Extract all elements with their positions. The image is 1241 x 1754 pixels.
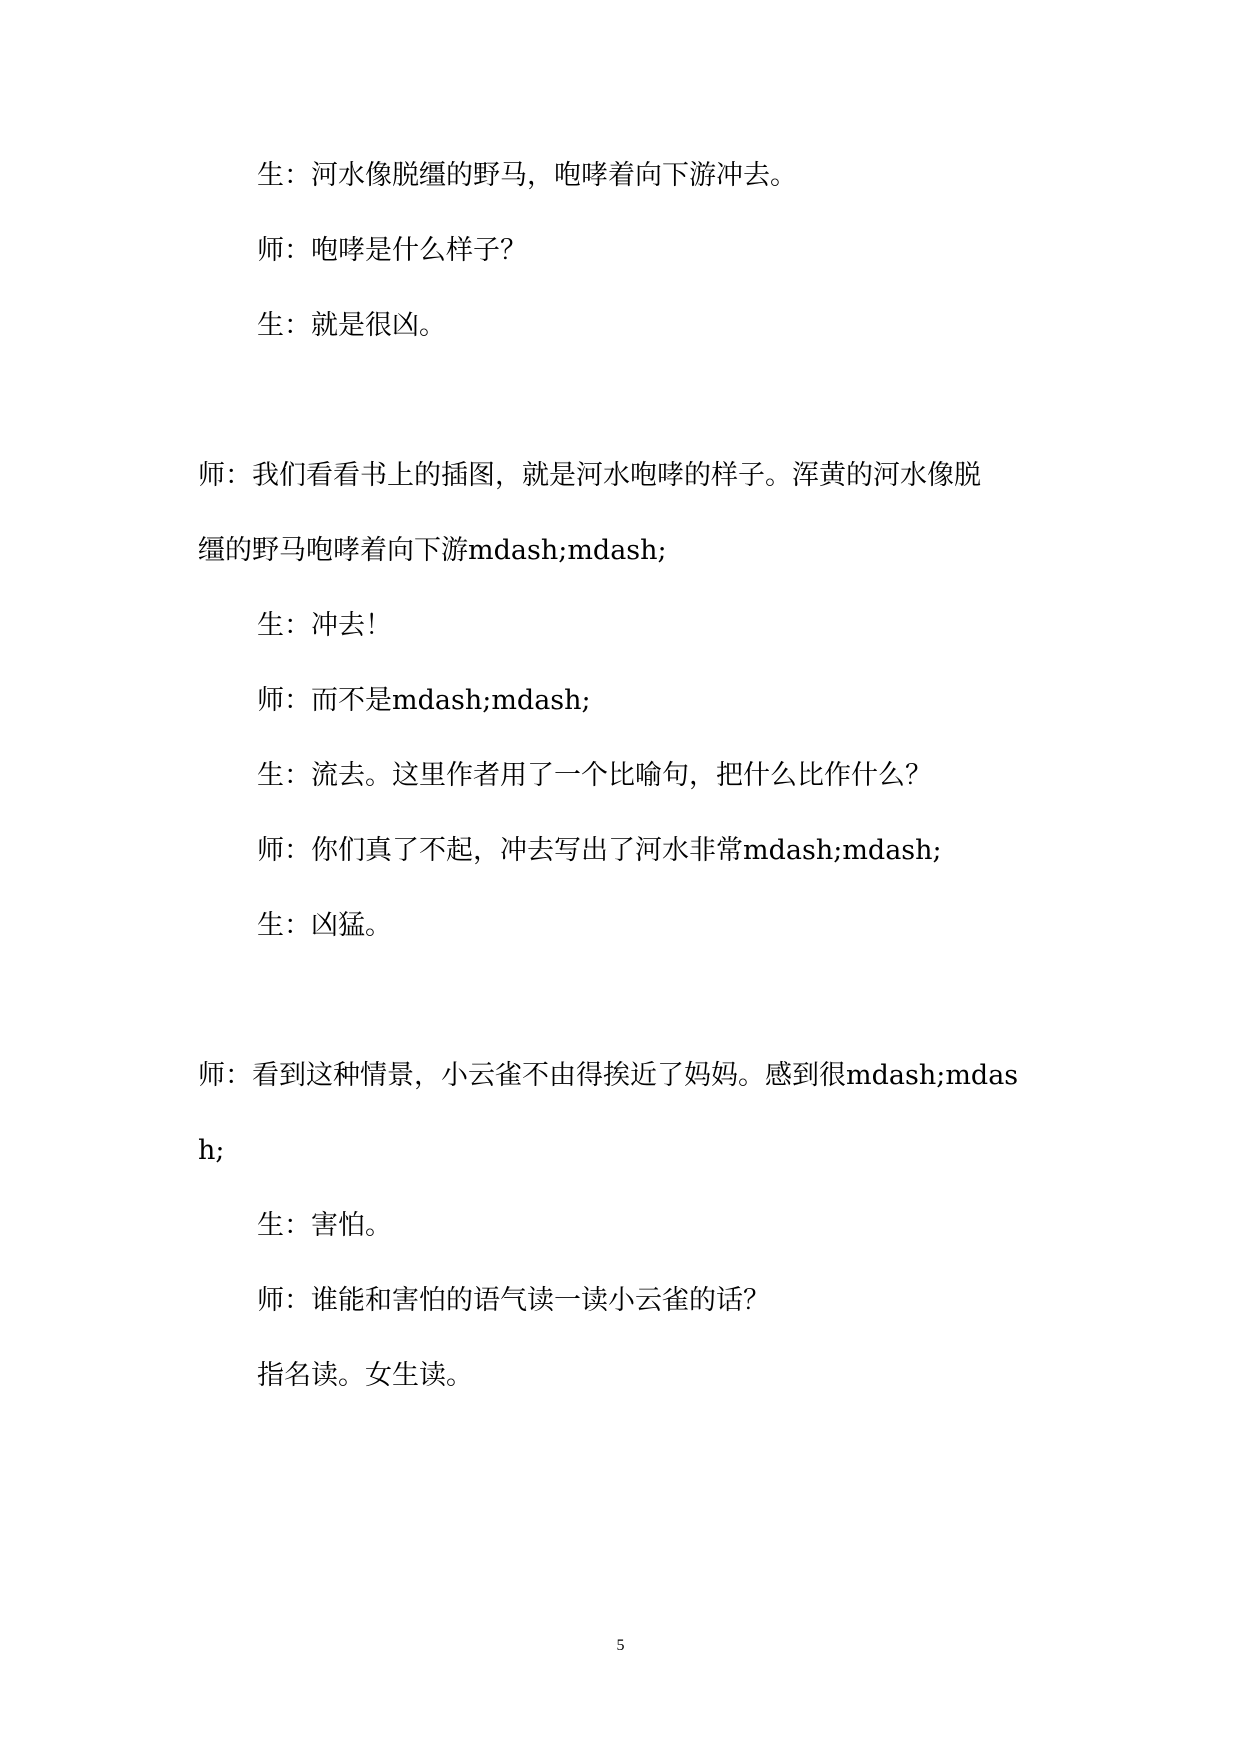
dialogue-line: 师：咆哮是什么样子？: [257, 235, 527, 266]
dialogue-line: 生：凶猛。: [257, 910, 392, 941]
dialogue-line: 师：看到这种情景，小云雀不由得挨近了妈妈。感到很mdash;mdas: [198, 1060, 1019, 1091]
dialogue-line: 师：你们真了不起，冲去写出了河水非常mdash;mdash;: [257, 835, 942, 866]
dialogue-line: 生：河水像脱缰的野马，咆哮着向下游冲去。: [257, 160, 797, 191]
dialogue-line-continuation: 缰的野马咆哮着向下游mdash;mdash;: [198, 535, 667, 566]
dialogue-line: 生：流去。这里作者用了一个比喻句，把什么比作什么？: [257, 760, 932, 791]
dialogue-line: 指名读。女生读。: [257, 1360, 473, 1391]
dialogue-line: 生：冲去！: [257, 610, 392, 641]
dialogue-line: 师：而不是mdash;mdash;: [257, 685, 591, 716]
dialogue-line: 生：就是很凶。: [257, 310, 446, 341]
dialogue-line: 生：害怕。: [257, 1210, 392, 1241]
dialogue-line: 师：谁能和害怕的语气读一读小云雀的话？: [257, 1285, 770, 1316]
dialogue-line: 师：我们看看书上的插图，就是河水咆哮的样子。浑黄的河水像脱: [198, 460, 981, 491]
page-number: 5: [616, 1637, 625, 1654]
dialogue-line-continuation: h;: [198, 1135, 225, 1166]
